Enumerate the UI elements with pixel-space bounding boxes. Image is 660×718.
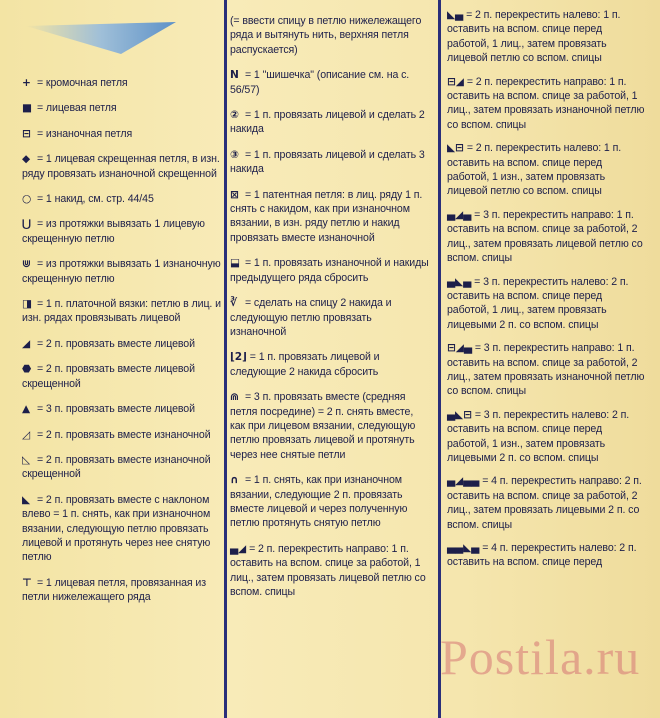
- legend-entry: [447, 208, 647, 266]
- legend-entry-text: = 1 п. провязать лицевой и сделать 2 накида: [230, 109, 425, 136]
- watermark: Postila.ru: [440, 629, 641, 685]
- cross-four-right-symbol-icon: ▄◢▄▄: [447, 475, 480, 488]
- cross-three-left-purl-symbol-icon: ▄◣⊟: [447, 408, 472, 421]
- legend-entry-text: = лицевая петля: [37, 102, 117, 115]
- legend-entry: [230, 14, 430, 57]
- legend-entry: [22, 493, 222, 565]
- legend-entry: [230, 390, 430, 462]
- legend-entry: [447, 8, 647, 66]
- cross-three-right-symbol-icon: ▄◢▄: [447, 208, 472, 221]
- legend-entry: [230, 256, 430, 285]
- legend-entry-text: = 3 п. провязать вместе (средняя петля посредине) = 2 п. снять вместе, как при лицевом вязании, следующую петлю провязать лицевой и протянуть через нее снятые петли: [230, 391, 416, 461]
- legend-entry-text: = 2 п. провязать вместе изнаночной скрещенной: [22, 453, 211, 481]
- u-loop-symbol-icon: ⋃: [22, 218, 31, 231]
- cross-right-symbol-icon: ▄◢: [230, 542, 247, 555]
- legend-entry: [447, 474, 647, 532]
- outline-triangle-symbol-icon: ◿: [22, 428, 31, 441]
- legend-entry: [447, 275, 647, 333]
- legend-entry: [22, 402, 222, 416]
- legend-entry-text: = из протяжки вывязать 1 лицевую скрещенную петлю: [22, 218, 205, 245]
- column-divider-left: [224, 0, 227, 718]
- legend-entry-text: = 2 п. провязать вместе с наклоном влево = 1 п. снять, как при изнаночном вязании, следующую петлю провязать лицевой и протянуть через нее снятую петлю: [22, 493, 211, 564]
- legend-entry: [447, 541, 647, 570]
- legend-entry-text: = из протяжки вывязать 1 изнаночную скрещенную петлю: [22, 258, 221, 285]
- legend-entry: [22, 297, 222, 326]
- legend-entry-text: = 2 п. перекрестить налево: 1 п. оставить на вспом. спице перед работой, 1 лиц., затем провязать лицевой петлю со вспом. спицы: [447, 9, 621, 65]
- legend-entry: [230, 148, 430, 177]
- legend-entry-text: = 4 п. перекрестить направо: 2 п. оставить на вспом. спице за работой, 2 лиц., затем провязать лицевыми 2 п. со вспом. спицы: [447, 475, 642, 531]
- legend-entry: [230, 542, 430, 600]
- legend-entry: [447, 341, 647, 399]
- cross-three-right-purl-symbol-icon: ⊟◢▄: [447, 342, 472, 355]
- legend-entry: [22, 257, 222, 286]
- v-two-symbol-icon: ∛: [230, 297, 237, 310]
- legend-entry-text: = 2 п. провязать вместе изнаночной: [37, 428, 211, 441]
- legend-entry-text: = 1 п. провязать лицевой и следующие 2 накида сбросить: [230, 351, 380, 378]
- legend-entry: [447, 75, 647, 133]
- legend-entry-text: = 1 лицевая скрещенная петля, в изн. ряду провязать изнаночной скрещенной: [22, 153, 220, 180]
- legend-entry: [230, 108, 430, 137]
- legend-entry-text: = 3 п. перекрестить направо: 1 п. оставить на вспом. спице за работой, 2 лиц., затем провязать изнаночной петлю со вспом. спицы: [447, 342, 645, 398]
- legend-entry-text: = 1 п. провязать изнаночной и накиды предыдущего ряда сбросить: [230, 257, 429, 284]
- legend-entry-text: = 1 накид, см. стр. 44/45: [37, 193, 154, 206]
- legend-entry-text: = кромочная петля: [37, 77, 128, 89]
- circle-symbol-icon: ○: [22, 193, 32, 206]
- t-symbol-icon: ⊤: [22, 576, 32, 589]
- legend-entry-text: = 2 п. перекрестить направо: 1 п. оставить на вспом. спице за работой, 1 лиц., затем провязать лицевой петлю со вспом. спицы: [230, 542, 426, 598]
- legend-entry: [230, 473, 430, 531]
- bar-square-symbol-icon: ⊟: [22, 127, 31, 140]
- legend-entry-text: = 1 п. провязать лицевой и сделать 3 накида: [230, 148, 425, 176]
- legend-entry-text: = 2 п. провязать вместе лицевой: [37, 337, 195, 350]
- legend-entry-text: = 3 п. перекрестить налево: 2 п. оставить на вспом. спице перед работой, 1 изн., затем провязать лицевыми 2 п. со вспом. спицы: [447, 408, 630, 464]
- legend-entry-text: = 2 п. перекрестить направо: 1 п. оставить на вспом. спице за работой, 1 лиц., затем провязать изнаночной петлю со вспом. спицы: [447, 75, 645, 131]
- left-triangle-symbol-icon: ◣: [22, 493, 31, 506]
- cap-symbol-icon: ∩: [230, 474, 239, 487]
- cross-right-purl-symbol-icon: ⊟◢: [447, 75, 464, 88]
- legend-entry: [22, 337, 222, 351]
- legend-entry: [22, 428, 222, 442]
- legend-entry: [230, 350, 430, 379]
- legend-entry: [230, 296, 430, 339]
- legend-entry: [22, 192, 222, 206]
- triangle-symbol-icon: ▲: [22, 403, 31, 416]
- circled-three-symbol-icon: ③: [230, 148, 239, 161]
- column-divider-right: [438, 0, 441, 718]
- half-filled-square-symbol-icon: ⬓: [230, 257, 240, 270]
- legend-entry-text: (= ввести спицу в петлю нижележащего ряда и вытянуть нить, верхняя петля распускается): [230, 15, 422, 56]
- legend-entry: [22, 101, 222, 115]
- legend-entry: [22, 152, 222, 181]
- left-triangle-outline-symbol-icon: ◺: [22, 453, 31, 466]
- bracket-two-symbol-icon: ⌊2⌋: [230, 351, 247, 364]
- arch-symbol-icon: ⋒: [230, 391, 239, 404]
- legend-entry-text: = изнаночная петля: [37, 127, 133, 140]
- diamond-symbol-icon: ◆: [22, 153, 31, 166]
- legend-entry: [447, 408, 647, 466]
- cross-left-purl-symbol-icon: ◣⊟: [447, 142, 464, 155]
- legend-entry-text: = 3 п. провязать вместе лицевой: [37, 403, 195, 416]
- n-symbol-icon: Ν: [230, 69, 239, 82]
- legend-entry-text: = сделать на спицу 2 накида и следующую петлю провязать изнаночной: [230, 297, 392, 338]
- legend-entry: [22, 76, 222, 90]
- legend-entry-text: = 3 п. перекрестить налево: 2 п. оставить на вспом. спице перед работой, 1 лиц., затем провязать лицевыми 2 п. со вспом. спицы: [447, 275, 629, 331]
- legend-entry-text: = 1 лицевая петля, провязанная из петли нижележащего ряда: [22, 576, 206, 604]
- legend-entry-text: = 1 патентная петля: в лиц. ряду 1 п. снять с накидом, как при изнаночном вязании, в изн. ряду петлю и накид провязать вместе изнаночной: [230, 188, 423, 244]
- half-square-symbol-icon: ◨: [22, 298, 32, 311]
- crossed-square-symbol-icon: ⊠: [230, 188, 239, 201]
- legend-entry: [22, 362, 222, 391]
- legend-entry-text: = 1 "шишечка" (описание см. на с. 56/57): [230, 69, 410, 96]
- legend-entry-text: = 4 п. перекрестить налево: 2 п. оставить на вспом. спице перед: [447, 542, 637, 569]
- legend-entry-text: = 2 п. перекрестить налево: 1 п. оставить на вспом. спице перед работой, 1 изн., затем провязать лицевой петлю со вспом. спицы: [447, 142, 622, 198]
- filled-dot-symbol-icon: ⬣: [22, 363, 32, 376]
- legend-entry-text: = 3 п. перекрестить направо: 1 п. оставить на вспом. спице за работой, 2 лиц., затем провязать лицевой петлю со вспом. спицы: [447, 208, 643, 265]
- legend-entry: [22, 453, 222, 482]
- legend-entry: [230, 188, 430, 246]
- cross-three-left-symbol-icon: ▄◣▄: [447, 275, 472, 288]
- legend-entry-text: = 2 п. провязать вместе лицевой скрещенной: [22, 363, 195, 390]
- legend-entry-text: = 1 п. снять, как при изнаночном вязании, следующие 2 п. провязать вместе лицевой и через полученную петлю протянуть снятую петлю: [230, 474, 408, 530]
- legend-entry: [230, 68, 430, 97]
- circled-two-symbol-icon: ②: [230, 109, 239, 122]
- double-u-loop-symbol-icon: ⋓: [22, 258, 31, 271]
- legend-entry: [22, 127, 222, 141]
- legend-entry: [22, 576, 222, 605]
- cross-four-left-symbol-icon: ▄▄◣▄: [447, 542, 480, 554]
- right-triangle-symbol-icon: ◢: [22, 337, 31, 350]
- legend-entry: [22, 217, 222, 246]
- legend-entry: [447, 141, 647, 199]
- legend-column-3: [447, 0, 647, 718]
- plus-symbol-icon: +: [22, 77, 31, 89]
- cross-left-symbol-icon: ◣▄: [447, 9, 464, 21]
- legend-column-1: [22, 0, 222, 718]
- legend-column-2: [230, 0, 430, 718]
- filled-square-symbol-icon: ■: [22, 102, 32, 115]
- legend-entry-text: = 1 п. платочной вязки: петлю в лиц. и изн. рядах провязывать лицевой: [22, 298, 221, 325]
